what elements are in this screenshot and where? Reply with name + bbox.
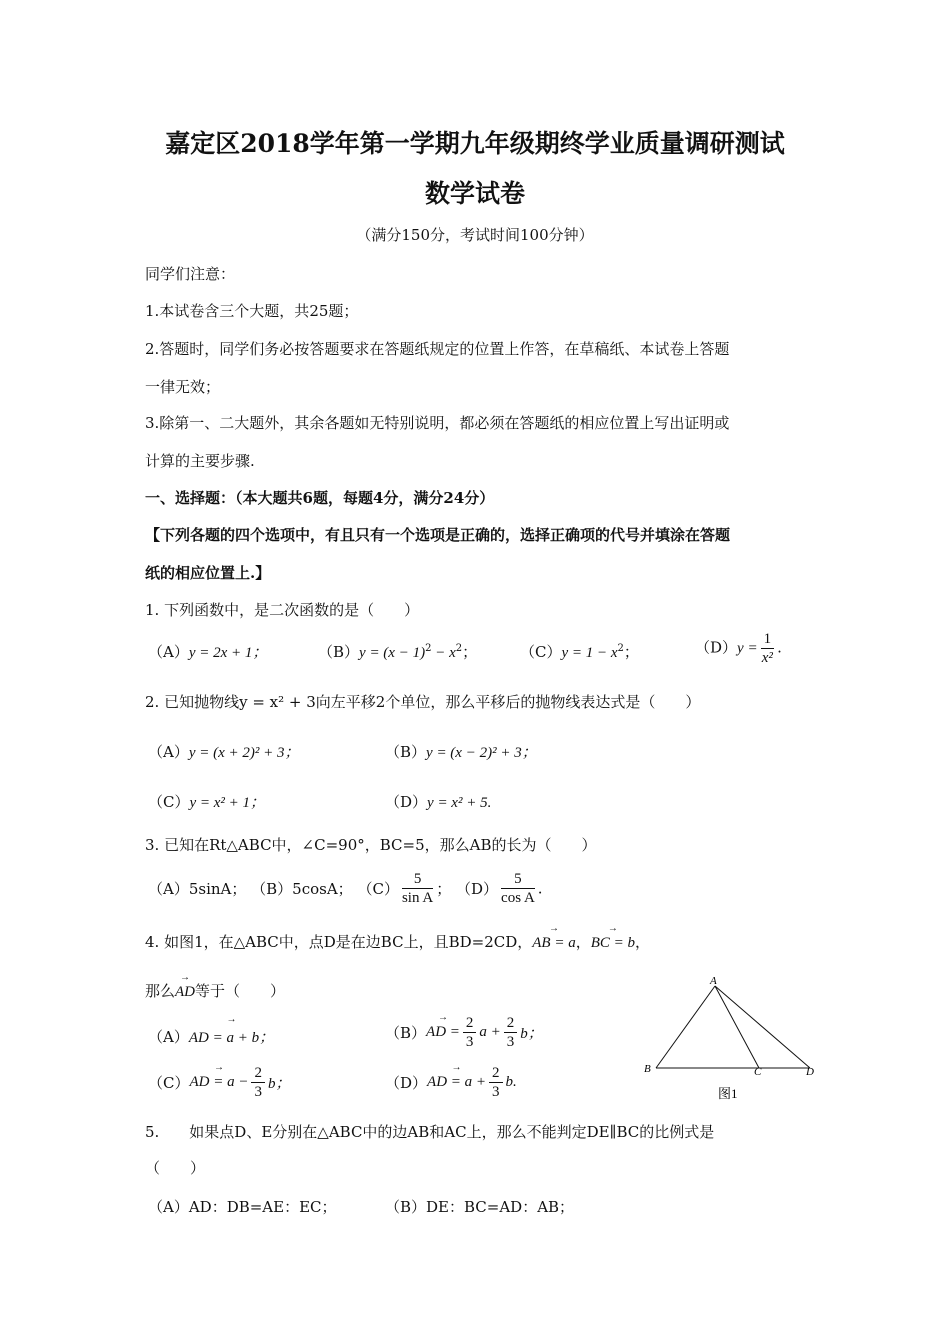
q2-stem: 2. 已知抛物线y = x² + 3向左平移2个单位，那么平移后的抛物线表达式是（ ） bbox=[145, 693, 701, 711]
q4-d-n: 2 bbox=[489, 1064, 503, 1083]
q5-option-a: （A）AD：DB=AE：EC； bbox=[148, 1198, 337, 1216]
q4-b-n2: 2 bbox=[504, 1014, 518, 1033]
q4-d-end: b. bbox=[505, 1074, 517, 1090]
segment-ac bbox=[715, 986, 759, 1068]
figure-1-triangle bbox=[640, 972, 830, 1107]
point-d-label: D bbox=[806, 1066, 814, 1078]
q1-a-expr: y = 2x + 1； bbox=[188, 645, 268, 661]
segment-ad bbox=[715, 986, 810, 1068]
q3-c-label: （C） bbox=[357, 880, 399, 898]
q5-option-b: （B）DE：BC=AD：AB； bbox=[385, 1198, 575, 1216]
q3-c-end: ； bbox=[436, 880, 452, 898]
point-b-label: B bbox=[644, 1063, 651, 1075]
q3-stem: 3. 已知在Rt△ABC中，∠C=90°，BC=5，那么AB的长为（ ） bbox=[145, 836, 597, 854]
point-c-label: C bbox=[754, 1066, 762, 1078]
q4-c-label: （C） bbox=[148, 1074, 190, 1092]
q4-option-c bbox=[148, 1064, 291, 1101]
q2-b-expr: y = (x − 2)² + 3； bbox=[426, 745, 537, 761]
section-1-heading: 一、选择题：（本大题共6题，每题4分，满分24分） bbox=[145, 489, 495, 507]
notice-item-1: 1.本试卷含三个大题，共25题； bbox=[145, 302, 359, 320]
q2-d-label: （D） bbox=[385, 793, 428, 811]
section-1-instruction-a: 【下列各题的四个选项中，有且只有一个选项是正确的，选择正确项的代号并填涂在答题 bbox=[145, 526, 731, 544]
notice-item-2b: 一律无效； bbox=[145, 378, 221, 396]
q1-c-label: （C） bbox=[520, 643, 562, 661]
q4-a-label: （A） bbox=[148, 1028, 189, 1046]
q4-b-d1: 3 bbox=[465, 1034, 474, 1050]
q3-c-num: 5 bbox=[402, 870, 433, 889]
point-a-label: A bbox=[710, 975, 717, 987]
q4-b-lhs: → AD = bbox=[426, 1024, 460, 1041]
notice-item-2a: 2.答题时，同学们务必按答题要求在答题纸规定的位置上作答，在草稿纸、本试卷上答题 bbox=[145, 340, 730, 358]
q3-c-fraction bbox=[402, 870, 433, 907]
q3-options bbox=[148, 870, 543, 907]
q2-a-label: （A） bbox=[148, 743, 189, 761]
q5-stem-a: 5. 如果点D、E分别在△ABC中的边AB和AC上，那么不能判定DE∥BC的比例式是 bbox=[145, 1123, 715, 1141]
q1-a-label: （A） bbox=[148, 643, 189, 661]
q3-d-fraction bbox=[501, 870, 535, 907]
q2-option-b bbox=[385, 741, 537, 762]
exam-subtitle: 数学试卷 bbox=[424, 179, 525, 208]
q2-a-expr: y = (x + 2)² + 3； bbox=[188, 745, 300, 761]
q1-d-fraction bbox=[761, 630, 775, 667]
q4-vector-ab: → AB = a bbox=[532, 935, 575, 952]
q1-d-den: x² bbox=[761, 650, 773, 666]
q4-c-n: 2 bbox=[251, 1064, 265, 1083]
q2-c-expr: y = x² + 1； bbox=[189, 795, 266, 811]
q4-d-frac bbox=[489, 1064, 503, 1101]
segment-ab bbox=[656, 986, 715, 1068]
notice-item-3b: 计算的主要步骤. bbox=[145, 452, 255, 470]
q3-c-den: sin A bbox=[401, 890, 434, 906]
q2-option-c bbox=[148, 791, 265, 812]
q1-option-b: $(B)y = (x - 1)^2 - x^2$； bbox=[318, 643, 478, 661]
q3-d-label: （D） bbox=[456, 880, 499, 898]
q1-d-end: . bbox=[777, 638, 782, 657]
q3-d-den: cos A bbox=[501, 890, 535, 906]
q3-d-num: 5 bbox=[501, 870, 535, 889]
q4-stem-line-1: 4. 如图1，在△ABC中，点D是在边BC上，且BD=2CD，→ AB = a，→ BC = b， bbox=[145, 931, 650, 952]
q4-option-b bbox=[385, 1014, 543, 1051]
q1-b-expr: y = (x − 1) bbox=[359, 645, 426, 661]
q4-stem-a: 4. 如图1，在△ABC中，点D是在边BC上，且BD=2CD， bbox=[145, 933, 533, 951]
q4-d-label: （D） bbox=[385, 1074, 428, 1092]
q4-b-end: b； bbox=[520, 1026, 543, 1042]
q4-b-n1: 2 bbox=[463, 1014, 477, 1033]
q1-c-expr: y = 1 − x bbox=[561, 645, 618, 661]
q1-b-tail: − x bbox=[431, 645, 456, 661]
q3-d-end: . bbox=[537, 879, 543, 898]
q4-b-d2: 3 bbox=[506, 1034, 515, 1050]
q3-option-a: （A）5sinA； bbox=[148, 880, 247, 898]
notice-item-3a: 3.除第一、二大题外，其余各题如无特别说明，都必须在答题纸的相应位置上写出证明或 bbox=[145, 414, 730, 432]
q3-option-b: （B）5cosA； bbox=[251, 880, 353, 898]
q4-stem-line-2 bbox=[145, 980, 285, 1001]
q1-option-d bbox=[695, 630, 782, 667]
q4-a-expr: → AD = a + b； bbox=[189, 1026, 274, 1047]
q4-c-end: b； bbox=[267, 1076, 291, 1092]
q4-vector-ad: → AD bbox=[175, 984, 195, 1001]
q4-c-d: 3 bbox=[254, 1084, 262, 1100]
q4-b-frac-1 bbox=[463, 1014, 477, 1051]
q4-c-frac bbox=[251, 1064, 265, 1101]
q1-option-c: $(C)y = 1 - x^2$； bbox=[520, 643, 639, 661]
exam-title: 嘉定区2018学年第一学期九年级期终学业质量调研测试 bbox=[165, 129, 785, 158]
q5-stem-b: （ ） bbox=[145, 1159, 206, 1177]
figure-caption: 图1 bbox=[718, 1086, 738, 1101]
q1-option-a bbox=[148, 641, 267, 662]
q1-d-label: （D） bbox=[695, 638, 738, 657]
q2-c-label: （C） bbox=[148, 793, 190, 811]
q2-b-label: （B） bbox=[385, 743, 427, 761]
q4-b-label: （B） bbox=[385, 1024, 427, 1042]
q2-d-expr: y = x² + 5. bbox=[427, 795, 492, 811]
q1-d-num: 1 bbox=[761, 630, 775, 649]
q4-b-mid: a + bbox=[479, 1024, 501, 1040]
q2-option-a bbox=[148, 741, 300, 762]
q2-option-d bbox=[385, 791, 491, 812]
q4-d-d: 3 bbox=[492, 1084, 500, 1100]
q4-stem-c: 等于（ ） bbox=[195, 982, 286, 1000]
q4-stem-b: 那么 bbox=[145, 982, 176, 1000]
q4-c-lhs: → AD = a − bbox=[189, 1074, 248, 1091]
notice-heading: 同学们注意： bbox=[145, 265, 236, 283]
q4-vector-bc: → BC = b bbox=[591, 935, 635, 952]
q4-option-d bbox=[385, 1064, 517, 1101]
q4-option-a bbox=[148, 1026, 274, 1047]
exam-info: （满分150分，考试时间100分钟） bbox=[356, 226, 594, 244]
q1-b-label: （B） bbox=[318, 643, 360, 661]
section-1-instruction-b: 纸的相应位置上.】 bbox=[145, 564, 271, 582]
q4-b-frac-2 bbox=[504, 1014, 518, 1051]
q1-d-lhs: y = bbox=[737, 640, 758, 657]
q1-stem: 1. 下列函数中，是二次函数的是（ ） bbox=[145, 601, 420, 619]
q4-d-lhs: → AD = a + bbox=[427, 1074, 486, 1091]
